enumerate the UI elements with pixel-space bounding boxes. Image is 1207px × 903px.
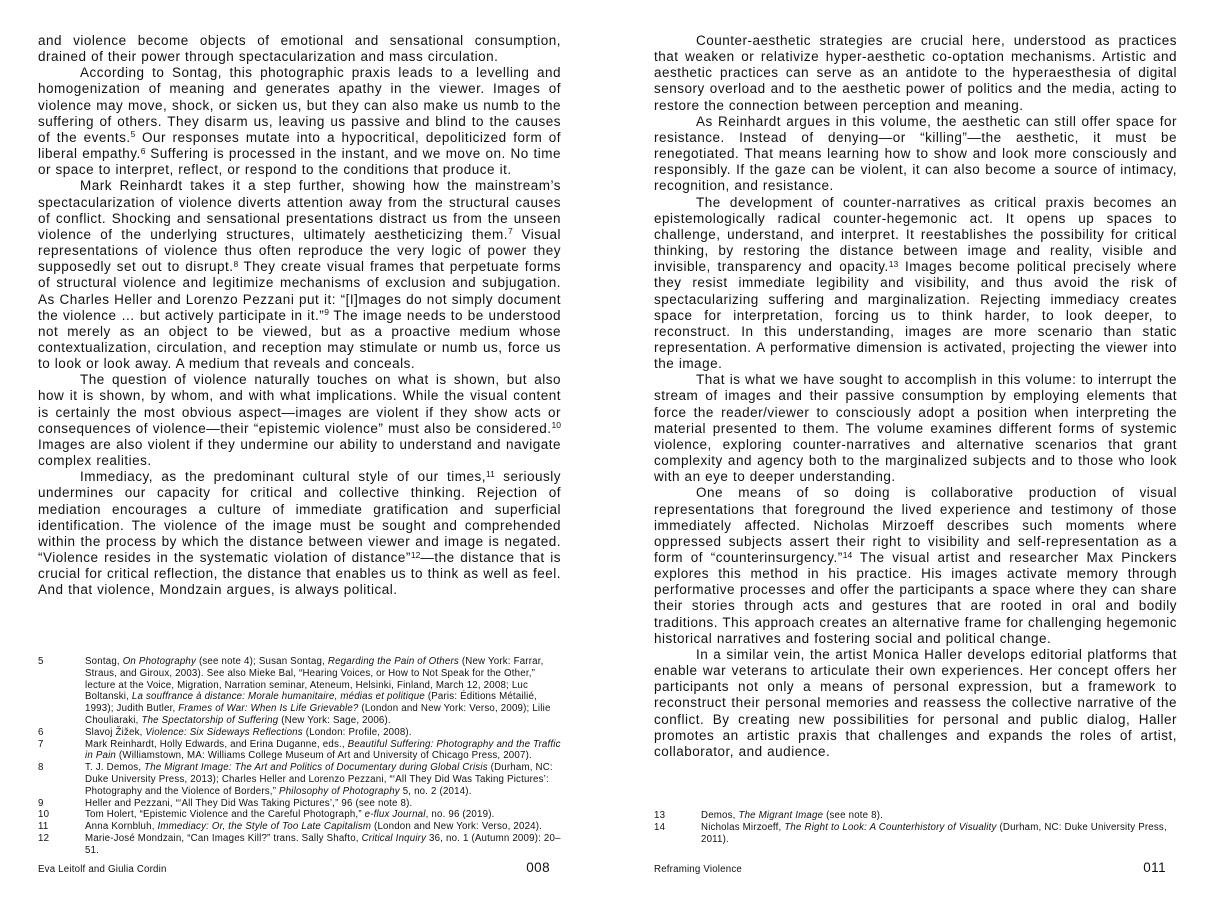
- footnotes-right: [654, 810, 1177, 845]
- footnote-number: 7: [38, 738, 44, 750]
- footnote-number: 10: [38, 809, 50, 821]
- footnote: [654, 810, 1177, 822]
- paragraph: Immediacy, as the predominant cultural style of our times,$^{11}$ seriously undermines our capacity for critical and collective thinking. Rejection of mediation encourages a culture of immediate gratification and superficial identification. The violence of the image must be sought and comprehended within the process by which the distance between viewer and image is negated. “Violence resides in the systematic violation of distance”$^{12}$—the distance that is crucial for critical reflection, the distance that enables us to think as well as feel. And that violence, Mondzain argues, is always political.: [38, 468, 561, 598]
- footnote: [654, 822, 1177, 846]
- footnote-text: Demos, The Migrant Image (see note 8).: [701, 810, 884, 821]
- paragraph: One means of so doing is collaborative production of visual representations that foreground the lived experience and testimony of those immediately affected. Nicholas Mirzoeff describes such moments where oppressed subjects assert their right to visibility and self-representation as a form of “counterinsurgency.”$^{14}$ The visual artist and researcher Max Pinckers explores this method in his practice. His images activate memory through performative processes and offer the participants a space where they can share their stories through acts and gestures that are rooted in oral and bodily traditions. This approach creates an alternative frame for challenging hegemonic historical narratives and fostering social and political change.: [654, 485, 1177, 646]
- footnote-number: 13: [654, 810, 666, 821]
- footnote-text: Nicholas Mirzoeff, The Right to Look: A Counterhistory of Visuality (Durham, NC: Duke University Press, 2011).: [701, 821, 1167, 845]
- footnote-text: Tom Holert, “Epistemic Violence and the Careful Photograph,” e-flux Journal, no. 96 (2019).: [85, 809, 495, 821]
- page-number-left: 008: [526, 860, 550, 875]
- paragraph: and violence become objects of emotional and sensational consumption, drained of their power through spectacularization and mass circulation.: [38, 33, 561, 65]
- body-text-left: [38, 33, 561, 598]
- running-title-left: Eva Leitolf and Giulia Cordin: [38, 864, 167, 875]
- footnote-number: 9: [38, 797, 44, 809]
- footnote: [38, 727, 561, 739]
- footnote-text: Heller and Pezzani, “‘All They Did Was Taking Pictures’,” 96 (see note 8).: [85, 797, 413, 809]
- footnote-number: 14: [654, 821, 666, 833]
- footnote: [38, 821, 561, 833]
- footnote: [38, 656, 561, 727]
- paragraph: According to Sontag, this photographic praxis leads to a levelling and homogenization of meaning and generates apathy in the viewer. Images of violence may move, shock, or sicken us, but they can also make us numb to the suffering of others. They disarm us, leaving us passive and blind to the causes of the events.$^5$ Our responses mutate into a hypocritical, depoliticized form of liberal empathy.$^6$ Suffering is processed in the instant, and we move on. No time or space to interpret, reflect, or respond to the conditions that produce it.: [38, 65, 561, 178]
- footnote-text: Slavoj Žižek, Violence: Six Sideways Reflections (London: Profile, 2008).: [85, 726, 412, 738]
- footnote: [38, 798, 561, 810]
- paragraph: Mark Reinhardt takes it a step further, showing how the mainstream’s spectacularization of violence diverts attention away from the structural causes of conflict. Shocking and sensational presentations distract us from the unseen violence of the underlying structures, ultimately aestheticizing them.$^7$ Visual representations of violence thus often reproduce the very logic of power they supposedly set out to disrupt.$^8$ They create visual frames that perpetuate forms of structural violence and legitimize mechanisms of exclusion and subjugation. As Charles Heller and Lorenzo Pezzani put it: “[I]mages do not simply document the violence … but actively participate in it.”$^9$ The image needs to be understood not merely as an object to be viewed, but as a proactive medium whose contextualization, circulation, and reception may stimulate or numb us, force us to look or look away. A medium that reveals and conceals.: [38, 178, 561, 372]
- footnote-number: 6: [38, 726, 44, 738]
- footnote-number: 11: [38, 821, 49, 833]
- paragraph: As Reinhardt argues in this volume, the aesthetic can still offer space for resistance. Instead of denying—or “killing”—the aesthetic, it must be renegotiated. That means learning how to show and look more consciously and responsibly. If the gaze can be violent, it can also become a source of intimacy, recognition, and resistance.: [654, 113, 1177, 194]
- paragraph: The development of counter-narratives as critical praxis becomes an epistemologically radical counter-hegemonic act. It opens up spaces to challenge, understand, and interpret. It reestablishes the possibility for critical thinking, by restoring the distance between image and reality, visible and invisible, transparency and opacity.$^{13}$ Images become political precisely where they resist immediate legibility and visibility, and thus avoid the risk of spectacularizing suffering and marginalization. Rejecting immediacy creates space for interpretation, forcing us to think harder, to look deeper, to reconstruct. In this understanding, images are more scenario than static representation. A performative dimension is activated, projecting the viewer into the image.: [654, 194, 1177, 372]
- footnote-text: Marie-José Mondzain, “Can Images Kill?” trans. Sally Shafto, Critical Inquiry 36, no. 1 (Autumn 2009): 20–51.: [85, 832, 561, 856]
- footnote-text: Sontag, On Photography (see note 4); Susan Sontag, Regarding the Pain of Others (New York: Farrar, Straus, and Giroux, 2003). See also Mieke Bal, “Hearing Voices, or How to Not Speak for the Other,” lecture at the Voice, Migration, Narration seminar, Ateneum, Helsinki, Finland, March 12, 2008; Luc Boltanski, La souffrance à distance: Morale humanitaire, médias et politique (Paris: Éditions Métailié, 1993); Judith Butler, Frames of War: When Is Life Grievable? (London and New York: Verso, 2009); Lilie Chouliaraki, The Spectatorship of Suffering (New York: Sage, 2006).: [85, 656, 551, 726]
- paragraph: Counter-aesthetic strategies are crucial here, understood as practices that weaken or relativize hyper-aesthetic co-optation mechanisms. Artistic and aesthetic practices can serve as an antidote to the hyperaesthesia of digital sensory overload and to the aesthetic power of politics and the media, acting to restore the connection between perception and meaning.: [654, 33, 1177, 113]
- running-title-right: Reframing Violence: [654, 864, 742, 875]
- paragraph: In a similar vein, the artist Monica Haller develops editorial platforms that enable war veterans to articulate their own experiences. Her concept offers her participants not only a means of personal expression, but a framework to reconstruct their personal memories and reassess the collective narrative of the conflict. By creating new possibilities for personal and public dialog, Haller promotes an artistic praxis that challenges and expands the roles of artist, collaborator, and audience.: [654, 646, 1177, 759]
- footnote: [38, 809, 561, 821]
- footnotes-left: [38, 656, 561, 857]
- footnote-text: Mark Reinhardt, Holly Edwards, and Erina Duganne, eds., Beautiful Suffering: Photography and the Traffic in Pain (Williamstown, MA: Williams College Museum of Art and University of Chicago Press, 2007).: [85, 738, 561, 762]
- footnote-text: T. J. Demos, The Migrant Image: The Art and Politics of Documentary during Global Crisis (Durham, NC: Duke University Press, 2013); Charles Heller and Lorenzo Pezzani, “‘All They Did Was Taking Pictures’: Photography and the Violence of Borders,” Philosophy of Photography 5, no. 2 (2014).: [85, 762, 553, 797]
- paragraph: The question of violence naturally touches on what is shown, but also how it is shown, by whom, and with what implications. While the visual content is certainly the most obvious aspect—images are violent if they show acts or consequences of violence—their “epistemic violence” must also be considered.$^{10}$ Images are also violent if they undermine our ability to understand and navigate complex realities.: [38, 372, 561, 469]
- footer-left: [38, 860, 561, 875]
- footnote: [38, 762, 561, 797]
- footer-right: [654, 860, 1177, 875]
- footnote-number: 8: [38, 762, 44, 774]
- page-number-right: 011: [1143, 860, 1166, 875]
- footnote: [38, 833, 561, 857]
- paragraph: That is what we have sought to accomplish in this volume: to interrupt the stream of images and their passive consumption by employing elements that force the reader/viewer to consciously adopt a position when interpreting the material presented to them. The volume examines different forms of systemic violence, exploring counter-narratives and alternative scenarios that grant complexity and agency both to the marginalized subjects and to those who look with an eye to deeper understanding.: [654, 372, 1177, 485]
- footnote-text: Anna Kornbluh, Immediacy: Or, the Style of Too Late Capitalism (London and New York: Verso, 2024).: [85, 821, 543, 833]
- body-text-right: [654, 33, 1177, 760]
- footnote-number: 12: [38, 832, 50, 844]
- footnote-number: 5: [38, 656, 44, 667]
- footnote: [38, 739, 561, 763]
